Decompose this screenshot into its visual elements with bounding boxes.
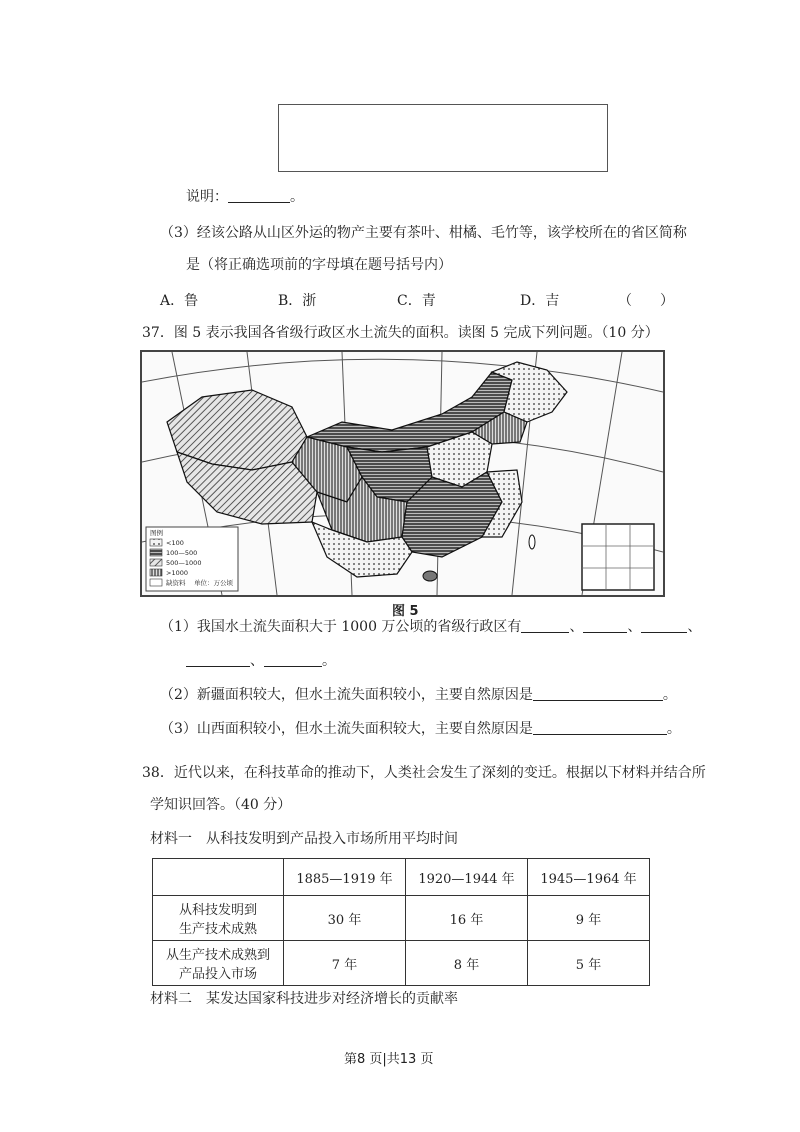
table-header-1: 1885—1919 年: [284, 859, 406, 896]
time-table: [152, 858, 650, 986]
q37-sub2: [160, 686, 677, 704]
q37-sub1-blank-3[interactable]: [641, 618, 687, 633]
q37-sub1-text: （1）我国水土流失面积大于 1000 万公顷的省级行政区有: [160, 619, 522, 635]
row-label-line2: 生产技术成熟: [178, 922, 257, 937]
legend-item-4: >1000: [166, 569, 188, 577]
south-china-sea-inset: [582, 524, 654, 590]
q37-sub2-blank[interactable]: [533, 686, 663, 701]
explain-line: [186, 188, 304, 206]
q37-sub1-blank-5[interactable]: [264, 652, 322, 667]
q37-sub2-text: （2）新疆面积较大，但水土流失面积较小，主要自然原因是: [160, 687, 533, 703]
table-row: [153, 896, 650, 941]
q3-option-a[interactable]: A．鲁: [160, 293, 199, 309]
legend-swatch-5: [150, 579, 162, 586]
q37-sub3-text: （3）山西面积较小，但水土流失面积较大，主要自然原因是: [160, 721, 533, 737]
legend-item-5: 缺资料: [166, 579, 186, 587]
separator: 、: [250, 653, 264, 669]
legend-item-3: 500—1000: [166, 559, 202, 567]
row-label-line1: 从生产技术成熟到: [165, 948, 270, 963]
answer-box: [278, 104, 608, 172]
q3-option-c[interactable]: C．青: [397, 293, 436, 309]
q37-stem: 37．图 5 表示我国各省级行政区水土流失的面积。读图 5 完成下列问题。（10 分）: [142, 325, 659, 341]
q37-sub1-cont: [186, 652, 336, 670]
material2-title: 材料二 某发达国家科技进步对经济增长的贡献率: [150, 991, 458, 1007]
table-header-row: [153, 859, 650, 896]
q37-sub3: [160, 720, 681, 738]
table-row: [153, 941, 650, 986]
separator: 、: [569, 619, 584, 635]
q38-stem-line2: 学知识回答。（40 分）: [150, 797, 292, 813]
q3-text-line1: （3）经该公路从山区外运的物产主要有茶叶、柑橘、毛竹等，该学校所在的省区简称: [160, 225, 687, 241]
explain-label: 说明：: [186, 189, 228, 205]
table-cell: 9 年: [528, 896, 650, 941]
explain-blank[interactable]: [228, 188, 290, 203]
table-header-3: 1945—1964 年: [528, 859, 650, 896]
legend-swatch-3: [150, 559, 162, 566]
table-cell: 30 年: [284, 896, 406, 941]
figure-caption: 图 5: [392, 604, 419, 619]
row-label: [153, 941, 284, 986]
region-hainan: [423, 571, 437, 581]
q3-answer-bracket[interactable]: （ ）: [618, 293, 674, 309]
legend-item-1: <100: [166, 539, 184, 547]
q38-stem-line1: 38．近代以来，在科技革命的推动下，人类社会发生了深刻的变迁。根据以下材料并结合所: [142, 765, 706, 781]
q37-sub1-blank-2[interactable]: [583, 618, 627, 633]
q37-sub1: [160, 618, 701, 636]
table-cell: 8 年: [406, 941, 528, 986]
q3-option-b[interactable]: B．浙: [278, 293, 317, 309]
row-label: [153, 896, 284, 941]
china-soil-erosion-map: [140, 350, 665, 597]
table-header-empty: [153, 859, 284, 896]
row-label-line1: 从科技发明到: [178, 903, 257, 918]
region-taiwan: [529, 535, 535, 549]
q37-sub1-blank-1[interactable]: [521, 618, 569, 633]
q37-sub3-blank[interactable]: [533, 720, 667, 735]
map-graphic: [142, 352, 663, 595]
legend-item-2: 100—500: [166, 549, 198, 557]
legend-unit: 单位：万公顷: [194, 579, 233, 587]
table-cell: 16 年: [406, 896, 528, 941]
separator: 、: [687, 619, 702, 635]
table-cell: 5 年: [528, 941, 650, 986]
table-header-2: 1920—1944 年: [406, 859, 528, 896]
row-label-line2: 产品投入市场: [178, 967, 257, 982]
legend-title: 图例: [150, 529, 163, 537]
q3-text-line2: 是（将正确选项前的字母填在题号括号内）: [186, 257, 452, 273]
explain-end: 。: [290, 189, 304, 205]
legend-swatch-1: [150, 539, 162, 546]
legend-swatch-2: [150, 549, 162, 556]
table-cell: 7 年: [284, 941, 406, 986]
legend-swatch-4: [150, 569, 162, 576]
q3-option-d[interactable]: D．吉: [520, 293, 560, 309]
separator: 、: [627, 619, 642, 635]
page-footer: 第8 页|共13 页: [344, 1052, 434, 1067]
material1-title: 材料一 从科技发明到产品投入市场所用平均时间: [150, 831, 458, 847]
end-mark: 。: [322, 653, 336, 669]
q37-sub1-blank-4[interactable]: [186, 652, 250, 667]
end-mark: 。: [662, 687, 677, 703]
end-mark: 。: [666, 721, 681, 737]
